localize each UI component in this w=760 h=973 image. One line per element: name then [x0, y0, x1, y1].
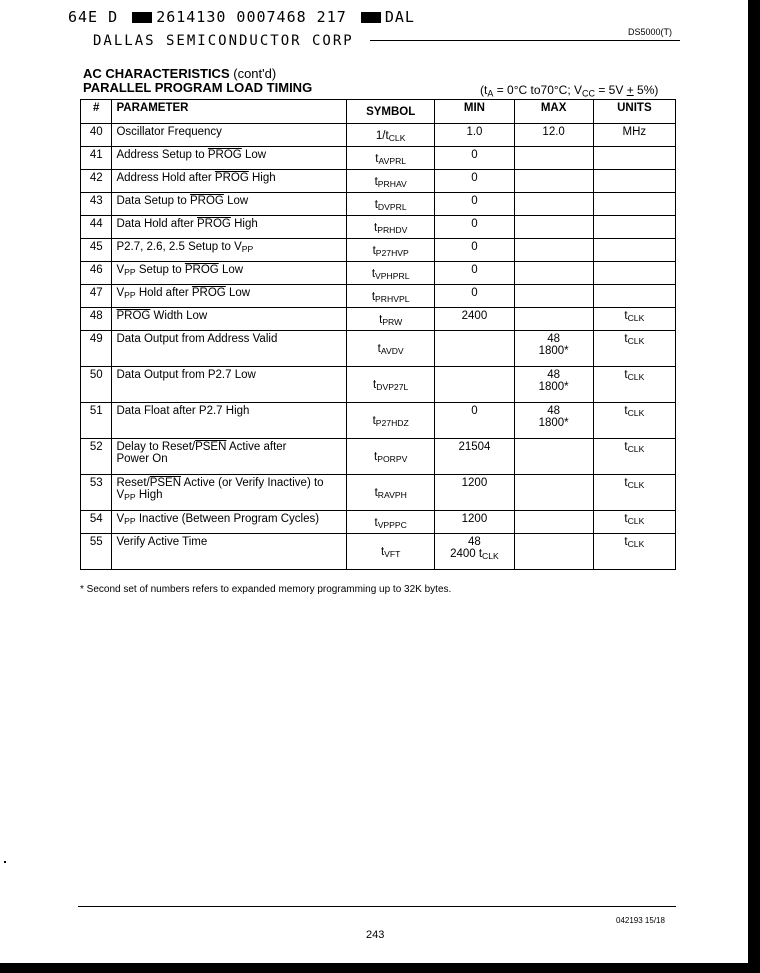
row-max: [514, 216, 593, 239]
col-header-units: UNITS: [593, 100, 675, 124]
row-symbol: $t_{DVP27L}$: [347, 367, 435, 403]
row-max: [514, 285, 593, 308]
row-param: Data Output from Address Valid: [112, 331, 347, 367]
row-units: [593, 262, 675, 285]
header-block-mark: [132, 12, 152, 23]
company-name: DALLAS SEMICONDUCTOR CORP: [93, 33, 354, 49]
row-num: 48: [81, 308, 112, 331]
row-num: 54: [81, 511, 112, 534]
row-units: $t_{CLK}$: [593, 439, 675, 475]
row-min: 0: [435, 170, 514, 193]
row-param: $V_{PP}$ Setup to PROG Low: [112, 262, 347, 285]
footer-doc-id: 042193 15/18: [616, 916, 665, 925]
row-num: 49: [81, 331, 112, 367]
row-param: Oscillator Frequency: [112, 124, 347, 147]
row-param: Data Setup to PROG Low: [112, 193, 347, 216]
row-param: $V_{PP}$ Hold after PROG Low: [112, 285, 347, 308]
row-symbol: $t_{AVDV}$: [347, 331, 435, 367]
row-units: $t_{CLK}$: [593, 475, 675, 511]
row-min: [435, 331, 514, 367]
row-units: [593, 216, 675, 239]
row-min: 0: [435, 216, 514, 239]
row-max: [514, 511, 593, 534]
row-max: [514, 170, 593, 193]
table-row: [81, 475, 676, 511]
row-units: $t_{CLK}$: [593, 308, 675, 331]
table-row: [81, 170, 676, 193]
col-header-symbol: SYMBOL: [347, 100, 435, 124]
row-num: 45: [81, 239, 112, 262]
row-symbol: $t_{DVPRL}$: [347, 193, 435, 216]
row-symbol: $t_{VFT}$: [347, 534, 435, 570]
row-symbol: $t_{P27HVP}$: [347, 239, 435, 262]
row-min: 0: [435, 285, 514, 308]
row-units: [593, 239, 675, 262]
row-max: [514, 475, 593, 511]
row-param: Address Hold after PROG High: [112, 170, 347, 193]
row-min: 1200: [435, 511, 514, 534]
table-row: [81, 534, 676, 570]
row-min: 0: [435, 262, 514, 285]
row-num: 47: [81, 285, 112, 308]
row-max: 48 1800*: [514, 367, 593, 403]
row-min: 1200: [435, 475, 514, 511]
row-param: Data Hold after PROG High: [112, 216, 347, 239]
row-symbol: $t_{AVPRL}$: [347, 147, 435, 170]
table-row: [81, 308, 676, 331]
row-min: 2400: [435, 308, 514, 331]
row-max: 48 1800*: [514, 331, 593, 367]
footer-rule: [78, 906, 676, 907]
row-min: 0: [435, 147, 514, 170]
row-units: $t_{CLK}$: [593, 331, 675, 367]
row-min: 0: [435, 193, 514, 216]
row-min: 48 2400 $t_{CLK}$: [435, 534, 514, 570]
row-max: [514, 308, 593, 331]
table-row: [81, 367, 676, 403]
row-min: 1.0: [435, 124, 514, 147]
doc-id: DS5000(T): [628, 27, 673, 37]
row-min: 21504: [435, 439, 514, 475]
row-param: Address Setup to PROG Low: [112, 147, 347, 170]
row-param: Reset/PSEN Active (or Verify Inactive) to $V_{PP}$ High: [112, 475, 347, 511]
row-num: 40: [81, 124, 112, 147]
test-conditions: ($t_A = 0^\circ C$ to70°C; $V_{CC} = 5V + 5\%$): [480, 83, 659, 99]
row-units: [593, 147, 675, 170]
row-param: Delay to Reset/PSEN Active after Power On: [112, 439, 347, 475]
row-units: $t_{CLK}$: [593, 511, 675, 534]
table-row: [81, 511, 676, 534]
table-row: [81, 124, 676, 147]
row-num: 52: [81, 439, 112, 475]
col-header-num: #: [81, 100, 112, 124]
row-param: Data Float after P2.7 High: [112, 403, 347, 439]
table-row: [81, 147, 676, 170]
row-num: 55: [81, 534, 112, 570]
section-subtitle: PARALLEL PROGRAM LOAD TIMING: [83, 80, 313, 95]
col-header-max: MAX: [514, 100, 593, 124]
table-row: [81, 439, 676, 475]
row-num: 41: [81, 147, 112, 170]
row-num: 46: [81, 262, 112, 285]
col-header-parameter: PARAMETER: [112, 100, 347, 124]
scan-edge-right: [748, 0, 760, 973]
row-symbol: $t_{PRHAV}$: [347, 170, 435, 193]
row-symbol: $1/t_{CLK}$: [347, 124, 435, 147]
header-block-mark: [361, 12, 381, 23]
row-symbol: $t_{PORPV}$: [347, 439, 435, 475]
col-header-min: MIN: [435, 100, 514, 124]
row-units: $t_{CLK}$: [593, 367, 675, 403]
table-header-row: [81, 100, 676, 124]
table-row: [81, 216, 676, 239]
row-max: [514, 439, 593, 475]
row-min: [435, 367, 514, 403]
row-max: [514, 262, 593, 285]
row-max: [514, 239, 593, 262]
row-param: Data Output from P2.7 Low: [112, 367, 347, 403]
row-num: 50: [81, 367, 112, 403]
row-units: [593, 170, 675, 193]
row-units: MHz: [593, 124, 675, 147]
table-row: [81, 193, 676, 216]
table-row: [81, 285, 676, 308]
row-units: [593, 193, 675, 216]
row-max: [514, 193, 593, 216]
page-number: 243: [366, 929, 385, 941]
row-num: 43: [81, 193, 112, 216]
row-max: 48 1800*: [514, 403, 593, 439]
row-max: 12.0: [514, 124, 593, 147]
row-param: PROG Width Low: [112, 308, 347, 331]
scan-speck: [4, 861, 6, 863]
row-symbol: $t_{PRHVPL}$: [347, 285, 435, 308]
row-units: $t_{CLK}$: [593, 403, 675, 439]
row-symbol: $t_{RAVPH}$: [347, 475, 435, 511]
row-min: 0: [435, 403, 514, 439]
row-symbol: $t_{PRW}$: [347, 308, 435, 331]
row-num: 53: [81, 475, 112, 511]
row-param: P2.7, 2.6, 2.5 Setup to $V_{PP}$: [112, 239, 347, 262]
row-num: 42: [81, 170, 112, 193]
row-max: [514, 534, 593, 570]
row-symbol: $t_{VPPPC}$: [347, 511, 435, 534]
row-num: 51: [81, 403, 112, 439]
scan-edge-bottom: [0, 963, 760, 973]
table-row: [81, 403, 676, 439]
header-rule: [370, 40, 680, 41]
row-units: $t_{CLK}$: [593, 534, 675, 570]
header-code-line: 64E D 2614130 0007468 217 DAL: [68, 8, 415, 26]
row-min: 0: [435, 239, 514, 262]
row-param: $V_{PP}$ Inactive (Between Program Cycles): [112, 511, 347, 534]
row-param: Verify Active Time: [112, 534, 347, 570]
row-symbol: $t_{P27HDZ}$: [347, 403, 435, 439]
row-max: [514, 147, 593, 170]
row-symbol: $t_{VPHPRL}$: [347, 262, 435, 285]
section-title: AC CHARACTERISTICS (cont'd): [83, 66, 277, 81]
footnote: * Second set of numbers refers to expanded memory programming up to 32K bytes.: [80, 584, 452, 595]
table-row: [81, 331, 676, 367]
row-num: 44: [81, 216, 112, 239]
table-row: [81, 262, 676, 285]
timing-table: [80, 99, 676, 570]
row-units: [593, 285, 675, 308]
row-symbol: $t_{PRHDV}$: [347, 216, 435, 239]
table-row: [81, 239, 676, 262]
